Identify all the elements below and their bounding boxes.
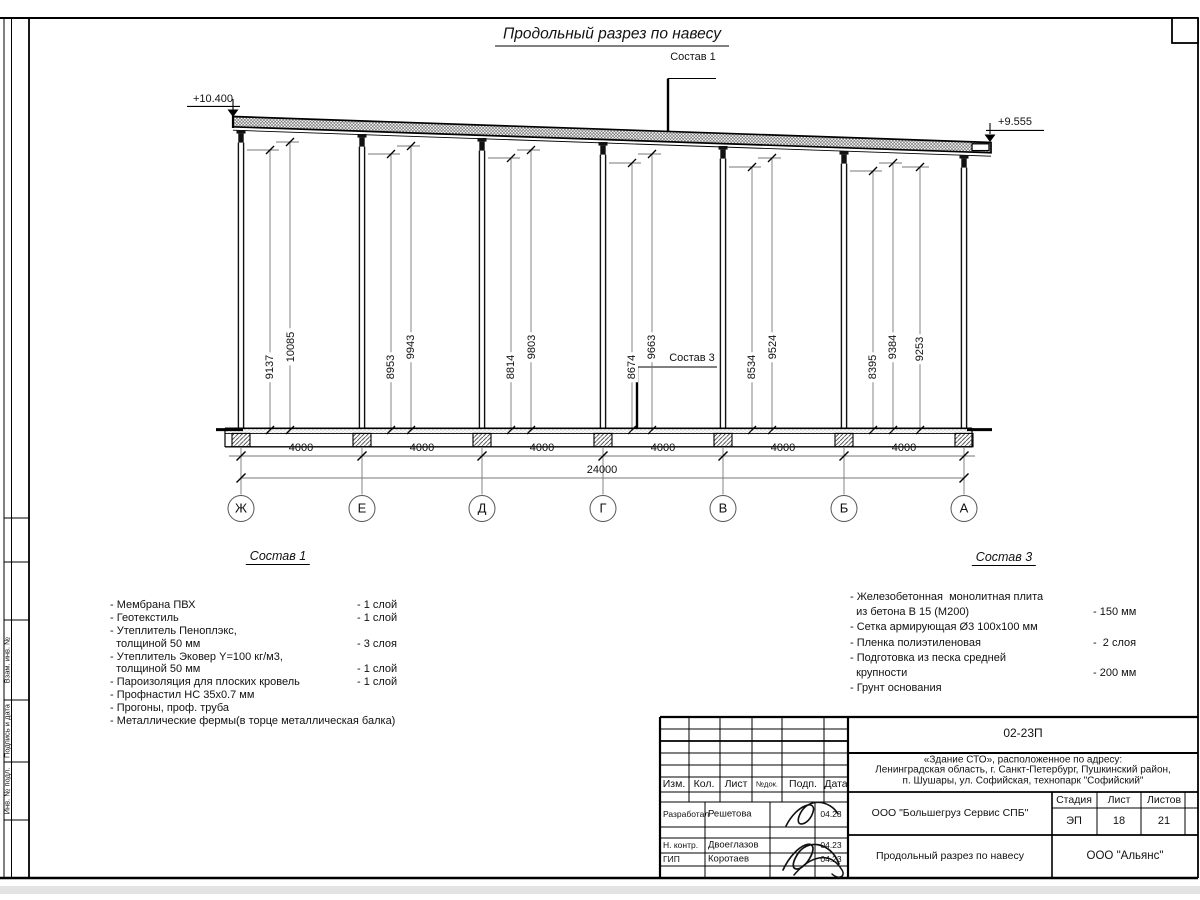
- height-dim: 9253: [914, 334, 926, 364]
- axis-bubble-label: В: [718, 500, 728, 516]
- span-dim: 4000: [770, 442, 796, 454]
- callout-roof-label: Состав 1: [670, 51, 716, 63]
- list-item: толщиной 50 мм - 1 слой: [110, 663, 398, 676]
- address-line3: п. Шушары, ул. Софийская, технопарк "Софийский": [902, 775, 1144, 787]
- sheet-value: 18: [1112, 815, 1126, 827]
- list-item: - Утеплитель Эковер Y=100 кг/м3,: [110, 650, 283, 663]
- axis-bubble-label: Д: [477, 500, 487, 516]
- sheets-label: Листов: [1146, 794, 1182, 806]
- rev-header-podp: Подп.: [789, 778, 817, 790]
- axis-bubble-label: А: [959, 500, 969, 516]
- list-item: из бетона В 15 (М200) - 150 мм: [850, 606, 1137, 619]
- span-dim: 4000: [529, 442, 555, 454]
- height-dimension-lines: [247, 138, 929, 434]
- list-item: - Сетка армирующая Ø3 100х100 мм: [850, 621, 1038, 634]
- stage-value: ЭП: [1066, 815, 1082, 827]
- composition1-list: [110, 599, 455, 728]
- span-dim: 4000: [409, 442, 435, 454]
- height-dim: 9803: [526, 332, 538, 362]
- sheets-value: 21: [1157, 815, 1171, 827]
- rev-header-ndok: №док.: [756, 779, 778, 789]
- list-item: - Утеплитель Пеноплэкс,: [110, 624, 237, 637]
- role-name: Решетова: [708, 808, 752, 820]
- list-item: - Прогоны, проф. труба: [110, 702, 230, 715]
- span-dim: 4000: [650, 442, 676, 454]
- role-name: Коротаев: [708, 853, 750, 865]
- role-name: Двоеглазов: [708, 839, 759, 851]
- total-dim: 24000: [586, 464, 618, 476]
- height-dim: 8814: [505, 352, 517, 382]
- span-dim: 4000: [891, 442, 917, 454]
- list-item: - Подготовка из песка средней: [850, 651, 1006, 664]
- role-label: ГИП: [663, 854, 680, 864]
- strip-label-inv: Инв. № подл.: [2, 767, 12, 815]
- height-dim: 8674: [626, 352, 638, 382]
- height-dim: 8534: [746, 352, 758, 382]
- axis-bubble-label: Е: [357, 500, 367, 516]
- role-label: Н. контр.: [663, 840, 699, 850]
- sheet-title: Продольный разрез по навесу: [876, 850, 1024, 862]
- roof-section: [233, 116, 991, 157]
- company-name: ООО "Большегруз Сервис СПБ": [871, 807, 1029, 819]
- composition1-heading: Состав 1: [246, 549, 310, 565]
- height-dim: 10085: [285, 329, 297, 366]
- doc-number: 02-23П: [1003, 726, 1043, 740]
- list-item: - Пароизоляция для плоских кровель - 1 слой: [110, 676, 398, 689]
- elevation-right-label: +9.555: [998, 116, 1032, 128]
- list-item: - Мембрана ПВХ - 1 слой: [110, 599, 398, 611]
- height-dim: 9943: [405, 332, 417, 362]
- composition3-list: [850, 590, 1190, 696]
- axis-bubble-label: Ж: [234, 500, 248, 516]
- elevation-arrow-right: [985, 135, 996, 143]
- role-date: 04.23: [820, 840, 842, 850]
- page-edge-shadow: [0, 886, 1200, 894]
- rev-header-list: Лист: [724, 778, 748, 790]
- role-date: 04.23: [820, 854, 842, 864]
- list-item: - Пленка полиэтиленовая - 2 слоя: [850, 636, 1137, 649]
- contractor-name: ООО "Альянс": [1086, 850, 1164, 862]
- span-dim: 4000: [288, 442, 314, 454]
- role-date: 04.23: [820, 809, 842, 819]
- rev-header-kol: Кол.: [693, 778, 715, 790]
- list-item: крупности - 200 мм: [850, 666, 1137, 679]
- height-dim: 9524: [767, 332, 779, 362]
- list-item: - Железобетонная монолитная плита: [850, 591, 1044, 603]
- list-item: - Грунт основания: [850, 682, 942, 695]
- rev-header-izm: Изм.: [662, 778, 686, 790]
- list-item: - Геотекстиль - 1 слой: [110, 611, 398, 624]
- floor-slab: [216, 428, 992, 447]
- strip-label-vzam: Взам. инв. №: [2, 636, 12, 684]
- address-line2: Ленинградская область, г. Санкт-Петербург, Пушкинский район,: [875, 764, 1171, 776]
- stage-label: Стадия: [1056, 794, 1092, 806]
- rev-header-data: Дата: [824, 778, 848, 790]
- footings: [232, 433, 973, 446]
- list-item: - Металлические фермы(в торце металлическая балка): [110, 715, 396, 728]
- sheet-label: Лист: [1107, 794, 1131, 806]
- role-label: Разработал: [663, 809, 710, 819]
- composition3-heading: Состав 3: [972, 550, 1036, 566]
- elevation-left-label: +10.400: [192, 93, 234, 105]
- height-dim: 9663: [646, 332, 658, 362]
- height-dim: 9137: [264, 352, 276, 382]
- address-line1: «Здание СТО», расположенное по адресу:: [923, 754, 1123, 766]
- corner-stamp-box: [1172, 18, 1198, 43]
- axis-bubble-label: Б: [839, 500, 849, 516]
- height-dim: 8395: [867, 352, 879, 382]
- callout-floor-label: Состав 3: [669, 352, 715, 364]
- list-item: толщиной 50 мм - 3 слоя: [110, 637, 398, 650]
- height-dim: 9384: [887, 332, 899, 362]
- page-title: Продольный разрез по навесу: [495, 26, 729, 47]
- columns: [237, 130, 969, 429]
- list-item: - Профнастил НС 35х0.7 мм: [110, 689, 255, 702]
- height-dim: 8953: [385, 352, 397, 382]
- strip-label-podpis: Подпись и дата: [2, 704, 12, 758]
- axis-bubble-label: Г: [599, 500, 607, 516]
